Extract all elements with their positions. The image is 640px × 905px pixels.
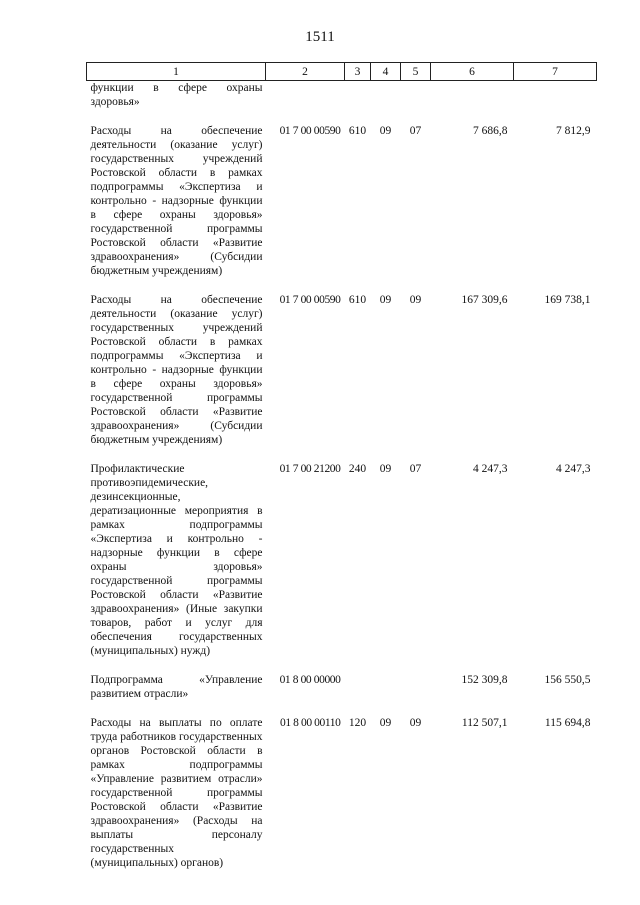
row-subsection [401, 81, 431, 125]
row-description: функции в сфере охраны здоровья» [90, 82, 263, 108]
row-sum-year2 [514, 81, 597, 125]
row-sum-year1 [431, 81, 514, 125]
row-subsection: 09 [409, 717, 422, 729]
table-row [87, 673, 597, 716]
row-subsection: 07 [409, 125, 422, 137]
row-sum-year2: 169 738,1 [544, 294, 591, 306]
row-section: 09 [379, 463, 392, 475]
column-header: 3 [345, 63, 371, 81]
row-sum-year1: 7 686,8 [473, 125, 508, 137]
table-row [87, 124, 597, 293]
row-expense-type: 120 [348, 717, 367, 729]
row-section: 09 [379, 717, 392, 729]
row-section [371, 81, 401, 125]
row-code: 01 8 00 00000 [279, 674, 341, 686]
table-row [87, 462, 597, 673]
page-number: 1511 [305, 29, 335, 45]
row-sum-year1: 112 507,1 [461, 717, 508, 729]
row-subsection [401, 673, 431, 716]
row-sum-year2: 156 550,5 [544, 674, 591, 686]
row-code: 01 8 00 00110 [280, 717, 341, 729]
row-section: 09 [379, 294, 392, 306]
column-header: 2 [266, 63, 345, 81]
row-sum-year2: 7 812,9 [556, 125, 591, 137]
row-expense-type: 610 [348, 125, 367, 137]
row-expense-type [345, 81, 371, 125]
row-expense-type: 240 [348, 463, 367, 475]
row-description: Расходы на выплаты по оплате труда работников государственных органов Ростовской области в рамках подпрограммы «Управление развитием отрасли» государственной программы Ростовской области «Развитие здравоохранения» (Расходы на выплаты персоналу государственных (муниципальных) органов) [90, 717, 263, 869]
row-code: 01 7 00 00590 [279, 125, 341, 137]
budget-table [86, 62, 597, 870]
column-header: 1 [87, 63, 266, 81]
row-code: 01 7 00 21200 [279, 463, 341, 475]
row-sum-year1: 152 309,8 [461, 674, 508, 686]
row-section: 09 [379, 125, 392, 137]
row-description: Расходы на обеспечение деятельности (оказание услуг) государственных учреждений Ростовской области в рамках подпрограммы «Экспертиза и контрольно - надзорные функции в сфере охраны здоровья» государственной программы Ростовской области «Развитие здравоохранения» (Субсидии бюджетным учреждениям) [90, 294, 263, 446]
row-sum-year2: 115 694,8 [544, 717, 591, 729]
row-subsection: 07 [409, 463, 422, 475]
row-description: Подпрограмма «Управление развитием отрасли» [90, 674, 263, 700]
column-header: 5 [401, 63, 431, 81]
row-expense-type [345, 673, 371, 716]
table-row [87, 293, 597, 462]
row-expense-type: 610 [348, 294, 367, 306]
column-header: 6 [431, 63, 514, 81]
table-row [87, 81, 597, 125]
column-header: 4 [371, 63, 401, 81]
row-subsection: 09 [409, 294, 422, 306]
row-section [371, 673, 401, 716]
row-description: Профилактические противоэпидемические, дезинсекционные, дератизационные мероприятия в рамках подпрограммы «Экспертиза и контрольно - надзорные функции в сфере охраны здоровья» государственной программы Ростовской области «Развитие здравоохранения» (Иные закупки товаров, работ и услуг для обеспечения государственных (муниципальных) нужд) [90, 463, 263, 657]
row-code: 01 7 00 00590 [279, 294, 341, 306]
row-sum-year1: 167 309,6 [461, 294, 508, 306]
table-row [87, 716, 597, 870]
row-sum-year1: 4 247,3 [473, 463, 508, 475]
row-description: Расходы на обеспечение деятельности (оказание услуг) государственных учреждений Ростовской области в рамках подпрограммы «Экспертиза и контрольно - надзорные функции в сфере охраны здоровья» государственной программы Ростовской области «Развитие здравоохранения» (Субсидии бюджетным учреждениям) [90, 125, 263, 277]
header-row [87, 63, 597, 81]
row-code [266, 81, 345, 125]
row-sum-year2: 4 247,3 [556, 463, 591, 475]
column-header: 7 [514, 63, 597, 81]
